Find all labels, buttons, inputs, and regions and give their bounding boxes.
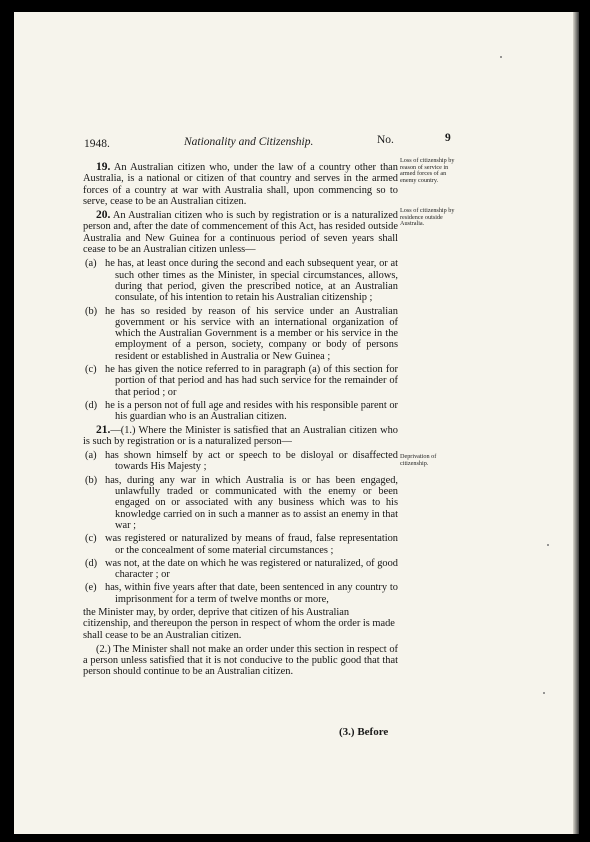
item-label: (d) [85,399,98,411]
header-title: Nationality and Citizenship. [184,136,314,148]
item-label: (a) [85,258,97,270]
item-text: he has, at least once during the second and each subsequent year, or at such other times as the Minister, in special circumstances, allows, during that period, given the prescribed notice, at an Australian consulate, of his intention to retain his Australian citizenship ; [105,258,398,304]
item-text: has, during any war in which Australia is or has been engaged, unlawfully traded or communicated with the enemy or been engaged on or associated with any business which was to his knowledge carried on in such a manner as to assist an enemy in that war ; [105,474,398,531]
item-text: has, within five years after that date, been sentenced in any country to imprisonment for a term of twelve months or more, [105,582,398,605]
document-page [14,12,573,834]
list-item [83,533,398,556]
page-edge-shadow [573,12,579,834]
header-number-label: No. [377,134,394,146]
section-20 [83,210,398,255]
section-number: 19. [96,161,111,173]
list-item [83,582,398,605]
marginal-note-s20: Loss of citizenship by residence outside Australia. [400,207,455,228]
item-text: he has so resided by reason of his service under an Australian government or his service with an international organization of which the Australian Government is a member or his service in the employment of a person, society, company or body of persons resident or established in Australia or New Guinea ; [105,305,398,362]
list-item [83,475,398,531]
header-year: 1948. [84,138,110,150]
marginal-note-s19: Loss of citizenship by reason of service in armed forces of an enemy country. [400,157,455,185]
list-item [83,558,398,581]
section-text: An Australian citizen who, under the law of a country other than Australia, is a national or citizen of that country and serves in the armed forces of a country at war with Australia shall, upon commencing so to serve, cease to be an Australian citizen. [83,162,398,207]
body-text [83,162,398,681]
item-text: was not, at the date on which he was registered or naturalized, of good character ; or [105,557,398,581]
item-label: (c) [85,533,97,545]
item-label: (a) [85,450,97,462]
list-item [83,364,398,398]
page-speck [547,544,549,546]
item-label: (d) [85,557,98,569]
page-speck [543,692,545,694]
list-item [83,450,398,473]
catchword: (3.) Before [339,726,389,738]
item-text: he is a person not of full age and resides with his responsible parent or his guardian who is an Australian citizen. [105,399,398,423]
item-text: was registered or naturalized by means of fraud, false representation or the concealment of some material circumstances ; [105,533,398,556]
section-19 [83,162,398,207]
marginal-note-s21: Deprivation of citizenship. [400,453,437,467]
list-item [83,306,398,362]
item-label: (b) [85,305,98,317]
section-21 [83,425,398,448]
subsection-2: (2.) The Minister shall not make an order under this section in respect of a person unless satisfied that it is not conducive to the public good that that person should continue to be an Australian citizen. [83,643,398,678]
page-number: 9 [445,132,451,144]
list-item [83,258,398,303]
section-text: —(1.) Where the Minister is satisfied that an Australian citizen who is such by registration or is a naturalized person— [83,424,398,447]
section-number: 20. [96,209,111,222]
page-header [84,132,469,152]
section-21-tail: the Minister may, by order, deprive that citizen of his Australian citizenship, and thereupon the person in respect of whom the order is made shall cease to be an Australian citizen. [83,606,395,641]
item-text: he has given the notice referred to in paragraph (a) of this section for portion of that period and has had such service for the remainder of that period ; or [105,364,398,398]
section-text: An Australian citizen who is such by registration or is a naturalized person and, after the date of commencement of this Act, has resided outside Australia and New Guinea for a continuous period of seven years shall cease to be an Australian citizen unless— [83,210,398,256]
item-label: (b) [85,474,98,486]
list-item [83,400,398,423]
page-speck [500,56,502,58]
item-label: (c) [85,364,97,376]
item-label: (e) [85,582,97,594]
item-text: has shown himself by act or speech to be disloyal or disaffected towards His Majesty ; [105,450,398,473]
section-number: 21. [96,423,111,436]
